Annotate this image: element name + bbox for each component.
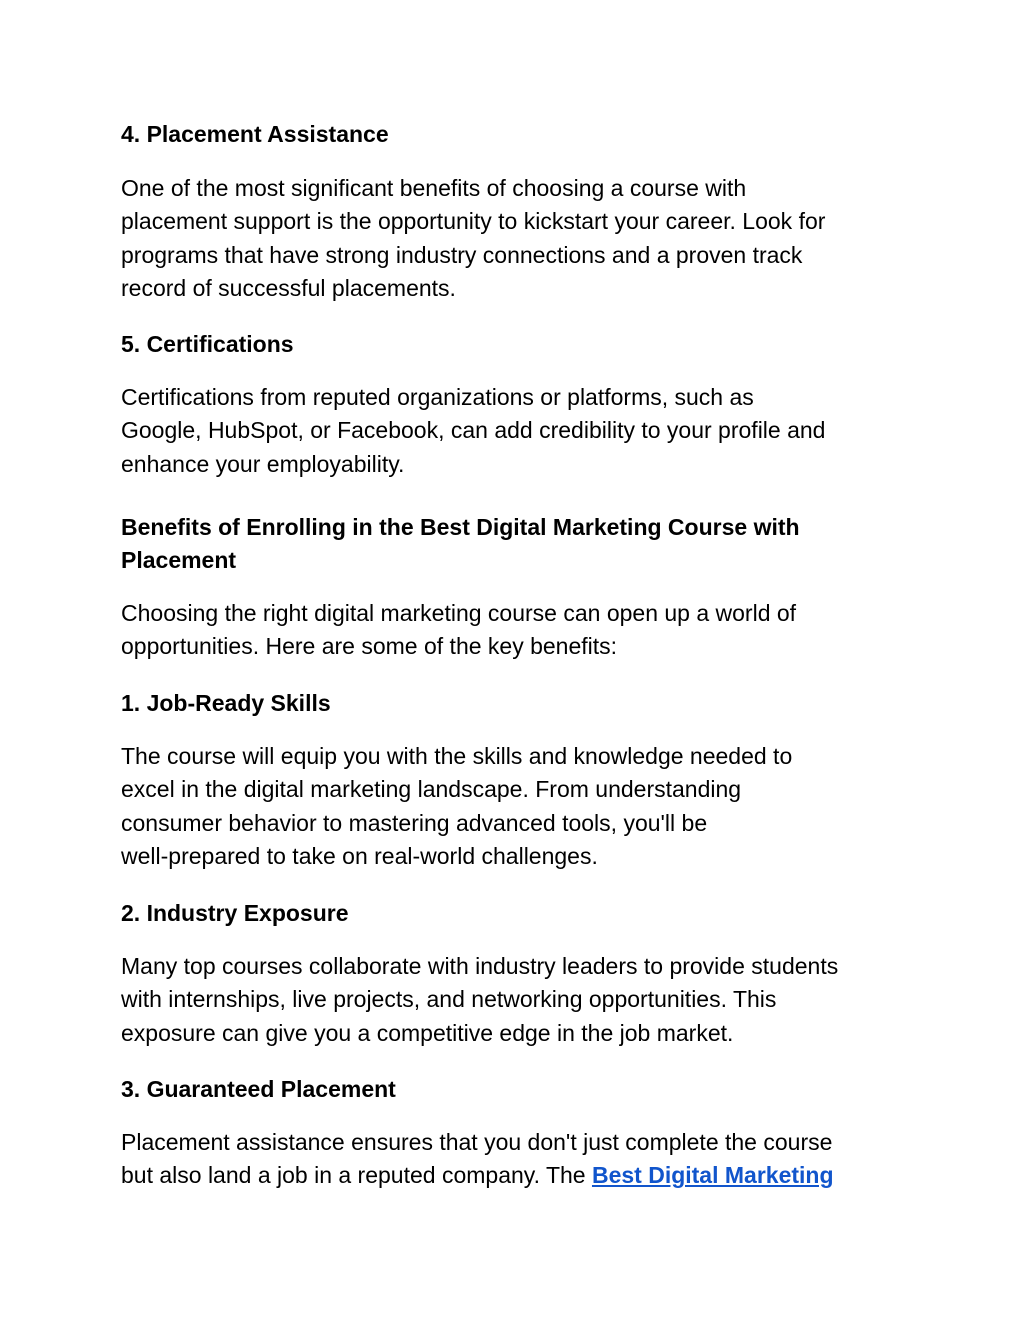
body-line: One of the most significant benefits of choosing a course with bbox=[121, 175, 747, 201]
section-heading-guaranteed-placement: 3. Guaranteed Placement bbox=[121, 1076, 396, 1102]
body-line: programs that have strong industry connections and a proven track bbox=[121, 241, 803, 268]
body-line: opportunities. Here are some of the key benefits: bbox=[121, 633, 618, 660]
body-line: but also land a job in a reputed company. The bbox=[121, 1162, 592, 1189]
section-heading-job-ready-skills: 1. Job-Ready Skills bbox=[121, 690, 331, 716]
body-line: placement support is the opportunity to kickstart your career. Look for bbox=[121, 208, 826, 235]
best-digital-marketing-link[interactable]: Best Digital Marketing bbox=[591, 1162, 834, 1189]
body-line: excel in the digital marketing landscape. From understanding bbox=[121, 776, 742, 803]
section-body-guaranteed-placement bbox=[121, 1126, 911, 1193]
body-line: exposure can give you a competitive edge in the job market. bbox=[121, 1019, 734, 1046]
section-body-placement-assistance bbox=[121, 172, 911, 305]
body-line: The course will equip you with the skills and knowledge needed to bbox=[121, 743, 793, 769]
section-body-industry-exposure bbox=[121, 950, 911, 1050]
body-line: Choosing the right digital marketing course can open up a world of bbox=[121, 600, 797, 626]
section-heading-industry-exposure: 2. Industry Exposure bbox=[121, 900, 349, 926]
section-body-job-ready-skills bbox=[121, 740, 911, 873]
body-line: Google, HubSpot, or Facebook, can add credibility to your profile and bbox=[121, 417, 826, 444]
body-line: well-prepared to take on real-world challenges. bbox=[121, 842, 598, 869]
section-body-certifications bbox=[121, 381, 911, 481]
body-line: enhance your employability. bbox=[121, 450, 405, 477]
benefits-intro bbox=[121, 597, 911, 664]
section-heading-placement-assistance: 4. Placement Assistance bbox=[121, 121, 389, 147]
heading-line: Benefits of Enrolling in the Best Digital Marketing Course with bbox=[121, 514, 800, 540]
body-line: Many top courses collaborate with industry leaders to provide students bbox=[121, 953, 839, 979]
benefits-heading bbox=[121, 511, 911, 577]
body-line: Placement assistance ensures that you don't just complete the course bbox=[121, 1129, 833, 1155]
body-line: Certifications from reputed organizations or platforms, such as bbox=[121, 384, 754, 410]
body-line: record of successful placements. bbox=[121, 274, 456, 301]
body-line: consumer behavior to mastering advanced tools, you'll be bbox=[121, 809, 708, 836]
body-line: with internships, live projects, and networking opportunities. This bbox=[121, 986, 777, 1013]
heading-line: Placement bbox=[121, 547, 237, 573]
section-heading-certifications: 5. Certifications bbox=[121, 331, 294, 357]
